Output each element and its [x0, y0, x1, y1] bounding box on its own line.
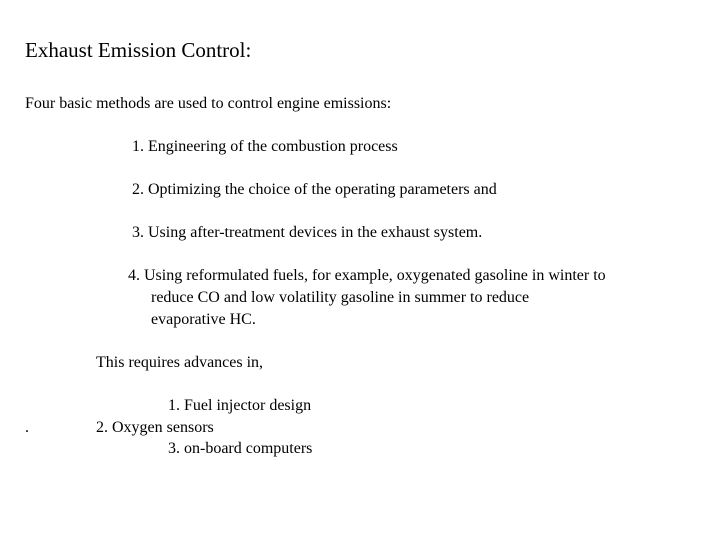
method-item-3: 3. Using after-treatment devices in the exhaust system.	[132, 224, 483, 241]
method-item-4-line-3: evaporative HC.	[151, 311, 256, 328]
method-item-4-line-2: reduce CO and low volatility gasoline in summer to reduce	[151, 289, 530, 306]
slide-title: Exhaust Emission Control:	[25, 38, 252, 62]
advance-item-3: 3. on-board computers	[168, 440, 313, 457]
requires-heading: This requires advances in,	[96, 354, 264, 371]
bullet-mark: .	[25, 419, 29, 436]
intro-text: Four basic methods are used to control engine emissions:	[25, 95, 392, 112]
method-item-4: 4. Using reformulated fuels, for example, oxygenated gasoline in winter to	[128, 267, 606, 284]
method-item-2: 2. Optimizing the choice of the operating parameters and	[132, 181, 497, 198]
method-item-1: 1. Engineering of the combustion process	[132, 138, 398, 155]
advance-item-1: 1. Fuel injector design	[168, 397, 312, 414]
advance-item-2: 2. Oxygen sensors	[96, 419, 214, 436]
